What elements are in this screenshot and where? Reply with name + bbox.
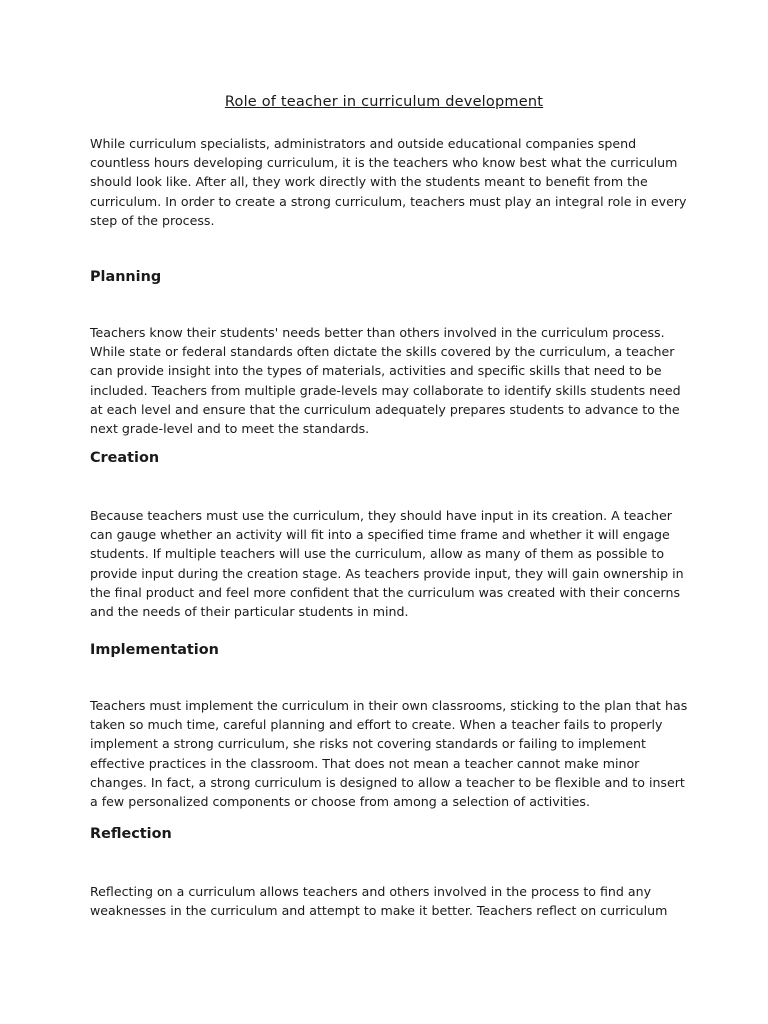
section-heading-implementation: Implementation bbox=[90, 642, 219, 658]
section-body-reflection: Reflecting on a curriculum allows teachers and others involved in the process to find any weaknesses in the curriculum and attempt to make it better. Teachers reflect on curriculum bbox=[90, 884, 668, 919]
intro-paragraph: While curriculum specialists, administrators and outside educational companies spend countless hours developing curriculum, it is the teachers who know best what the curriculum should look like. After all, they work directly with the students meant to benefit from the curriculum. In order to create a strong curriculum, teachers must play an integral role in every step of the process. bbox=[90, 136, 687, 228]
document-title: Role of teacher in curriculum development bbox=[224, 94, 544, 110]
section-body-planning: Teachers know their students' needs better than others involved in the curriculum process. While state or federal standards often dictate the skills covered by the curriculum, a teacher can provide insight into the types of materials, activities and specific skills that need to be included. Teachers from multiple grade-levels may collaborate to identify skills students need at each level and ensure that the curriculum adequately prepares students to advance to the next grade-level and to meet the standards. bbox=[90, 325, 681, 437]
section-heading-planning: Planning bbox=[90, 269, 162, 285]
section-heading-creation: Creation bbox=[90, 450, 160, 466]
section-body-creation: Because teachers must use the curriculum, they should have input in its creation. A teacher can gauge whether an activity will fit into a specified time frame and whether it will engage students. If multiple teachers will use the curriculum, allow as many of them as possible to provide input during the creation stage. As teachers provide input, they will gain ownership in the final product and feel more confident that the curriculum was created with their concerns and the needs of their particular students in mind. bbox=[90, 508, 684, 620]
section-body-implementation: Teachers must implement the curriculum in their own classrooms, sticking to the plan that has taken so much time, careful planning and effort to create. When a teacher fails to properly implement a strong curriculum, she risks not covering standards or failing to implement effective practices in the classroom. That does not mean a teacher cannot make minor changes. In fact, a strong curriculum is designed to allow a teacher to be flexible and to insert a few personalized components or choose from among a selection of activities. bbox=[90, 698, 688, 810]
section-heading-reflection: Reflection bbox=[90, 826, 172, 842]
